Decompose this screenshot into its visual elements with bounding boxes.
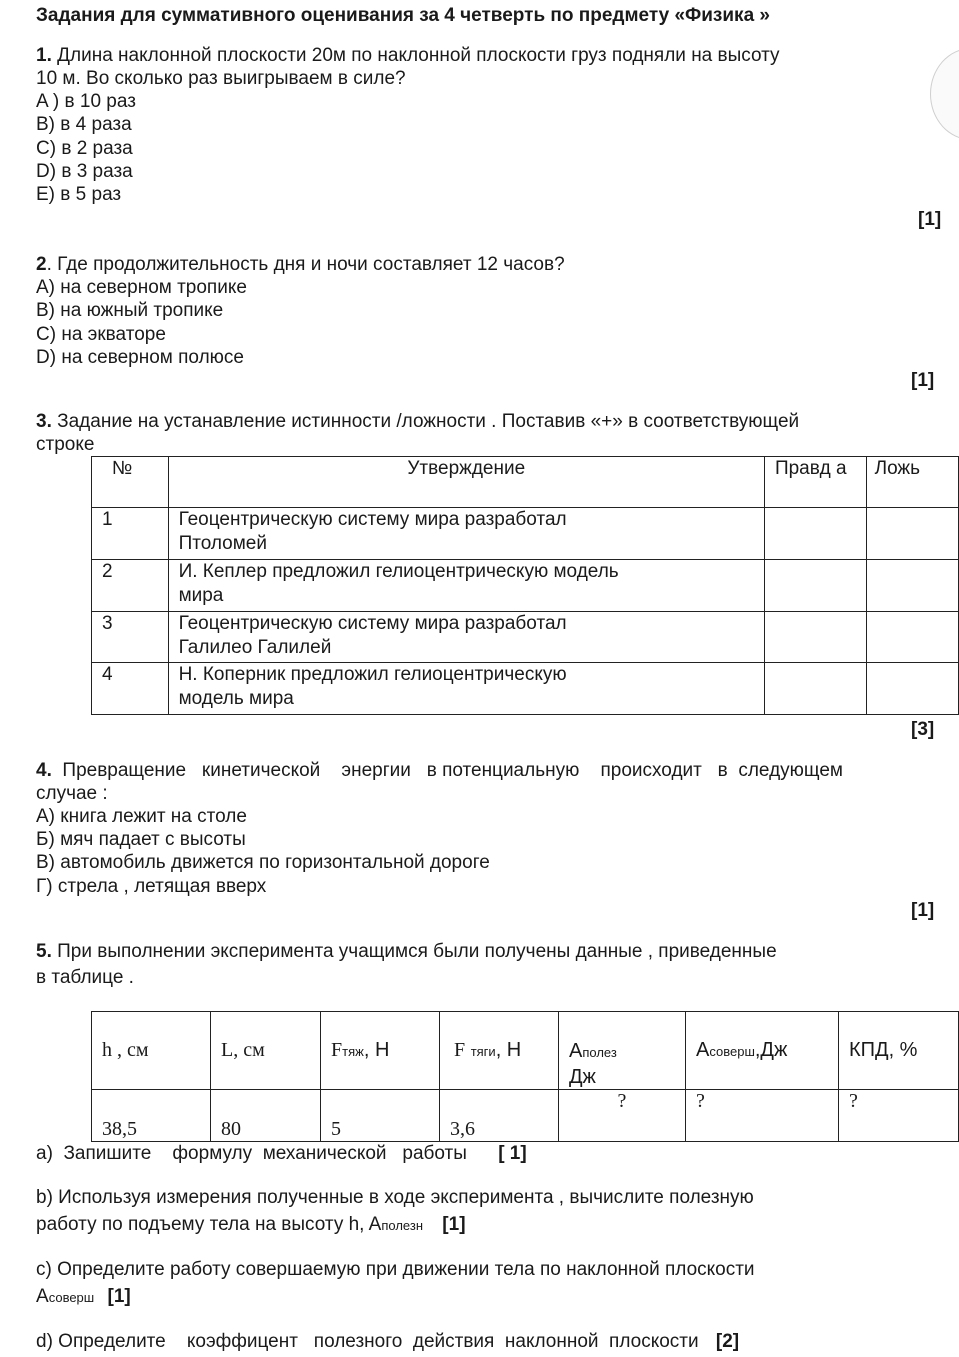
truth-table-row-number: 3 [92, 612, 169, 663]
page-title: Задания для суммативного оценивания за 4 четверть по предмету «Физика » [36, 5, 770, 26]
experiment-table-header-row [92, 1012, 959, 1090]
question-3-line-2: строке [36, 434, 95, 455]
question-2-number: 2 [36, 254, 47, 275]
truth-table-row [92, 612, 959, 663]
question-4-option-b: Б) мяч падает с высоты [36, 829, 246, 850]
truth-table-true-cell[interactable] [764, 663, 866, 715]
question-1-option-e: E) в 5 раз [36, 184, 122, 205]
truth-table-true-cell[interactable] [764, 508, 866, 560]
question-1-option-a: A ) в 10 раз [36, 91, 136, 112]
question-5c-line-1: c) Определите работу совершаемую при движении тела по наклонной плоскости [36, 1259, 755, 1280]
question-5-line-1 [36, 940, 777, 963]
question-5b-line-1: b) Используя измерения полученные в ходе эксперимента , вычислите полезную [36, 1187, 754, 1208]
question-5b-score: [1] [442, 1214, 466, 1235]
truth-table-true-cell[interactable] [764, 560, 866, 612]
experiment-header-a-useful: Aполез Дж [559, 1012, 686, 1090]
truth-table-header-true: Правд а [764, 457, 866, 508]
question-1-score: [1] [918, 209, 942, 230]
experiment-header-a-total: Aсоверш,Дж [686, 1012, 839, 1090]
truth-table-row-statement: Геоцентрическую систему мира разработал Галилео Галилей [168, 612, 764, 663]
truth-table-header-statement: Утверждение [168, 457, 764, 508]
truth-table-row-statement: Н. Коперник предложил гелиоцентрическую модель мира [168, 663, 764, 715]
question-5-line-2: в таблице . [36, 967, 134, 988]
truth-table-false-cell[interactable] [866, 560, 958, 612]
experiment-header-f-grav: Fтяж, Н [321, 1012, 440, 1090]
question-5b-line-2: работу по подъему тела на высоту h, Aполезн [1] [36, 1214, 466, 1235]
experiment-table [91, 1011, 959, 1142]
truth-table-row [92, 560, 959, 612]
question-3-number: 3. [36, 411, 52, 432]
page-curl-decoration [930, 48, 959, 140]
question-3-line-1 [36, 410, 799, 433]
question-2-line [36, 253, 565, 276]
experiment-value-h: 38,5 [92, 1090, 211, 1142]
question-4-score: [1] [911, 900, 935, 921]
question-4-number: 4. [36, 760, 52, 781]
question-2-option-b: B) на южный тропике [36, 300, 224, 321]
experiment-value-a-useful[interactable]: ? [559, 1090, 686, 1142]
question-2-text: . Где продолжительность дня и ночи составляет 12 часов? [46, 254, 565, 275]
question-1-option-b: B) в 4 раза [36, 114, 132, 135]
experiment-header-f-thrust: F тяги, Н [440, 1012, 559, 1090]
experiment-value-l: 80 [211, 1090, 321, 1142]
question-5-text-1: При выполнении эксперимента учащимся были получены данные , приведенные [57, 941, 777, 962]
experiment-header-l: L, см [211, 1012, 321, 1090]
experiment-table-value-row [92, 1090, 959, 1142]
question-4-option-c: В) автомобиль движется по горизонтальной дороге [36, 852, 490, 873]
question-2-option-c: C) на экваторе [36, 324, 166, 345]
question-1-option-d: D) в 3 раза [36, 161, 133, 182]
question-5c-score: [1] [107, 1286, 131, 1307]
question-4-line-2: случае : [36, 783, 108, 804]
question-5c-line-2: Aсоверш [1] [36, 1286, 131, 1307]
experiment-value-efficiency[interactable]: ? [839, 1090, 959, 1142]
question-1-line-1 [36, 44, 780, 67]
question-1-line-2: 10 м. Во сколько раз выигрываем в силе? [36, 68, 406, 89]
truth-table [91, 456, 959, 715]
experiment-header-h: h , см [92, 1012, 211, 1090]
truth-table-header-number: № [92, 457, 169, 508]
question-5a-text: а) Запишите формулу механической работы [36, 1143, 467, 1164]
truth-table-row [92, 663, 959, 715]
question-5-number: 5. [36, 941, 52, 962]
question-5a-score: [ 1] [498, 1143, 527, 1164]
truth-table-row-number: 4 [92, 663, 169, 715]
experiment-value-f-thrust: 3,6 [440, 1090, 559, 1142]
truth-table-row-number: 1 [92, 508, 169, 560]
question-1-option-c: C) в 2 раза [36, 138, 133, 159]
truth-table-row-statement: И. Кеплер предложил гелиоцентрическую модель мира [168, 560, 764, 612]
truth-table-false-cell[interactable] [866, 508, 958, 560]
experiment-value-f-grav: 5 [321, 1090, 440, 1142]
question-3-score: [3] [911, 719, 935, 740]
question-5d-line [36, 1330, 739, 1353]
question-4-option-a: А) книга лежит на столе [36, 806, 247, 827]
truth-table-header-row [92, 457, 959, 508]
truth-table-true-cell[interactable] [764, 612, 866, 663]
question-2-option-d: D) на северном полюсе [36, 347, 244, 368]
question-4-option-d: Г) стрела , летящая вверх [36, 876, 267, 897]
truth-table-row-statement: Геоцентрическую систему мира разработал Птоломей [168, 508, 764, 560]
experiment-header-efficiency: КПД, % [839, 1012, 959, 1090]
experiment-value-a-total[interactable]: ? [686, 1090, 839, 1142]
truth-table-header-false: Ложь [866, 457, 958, 508]
question-4-text-1: Превращение кинетической энергии в потенциальную происходит в следующем [51, 760, 843, 781]
question-1-number: 1. [36, 45, 52, 66]
truth-table-false-cell[interactable] [866, 612, 958, 663]
truth-table-false-cell[interactable] [866, 663, 958, 715]
question-5d-score: [2] [715, 1331, 740, 1352]
truth-table-row-number: 2 [92, 560, 169, 612]
question-1-text-1: Длина наклонной плоскости 20м по наклонной плоскости груз подняли на высоту [57, 45, 780, 66]
question-2-option-a: A) на северном тропике [36, 277, 247, 298]
question-4-line-1 [36, 759, 843, 782]
question-3-text-1: Задание на устанавление истинности /ложности . Поставив «+» в соответствующей [57, 411, 800, 432]
question-5d-text: d) Определите коэффицент полезного действия наклонной плоскости [36, 1331, 699, 1352]
question-2-score: [1] [911, 370, 935, 391]
truth-table-row [92, 508, 959, 560]
question-5a-line [36, 1142, 527, 1165]
